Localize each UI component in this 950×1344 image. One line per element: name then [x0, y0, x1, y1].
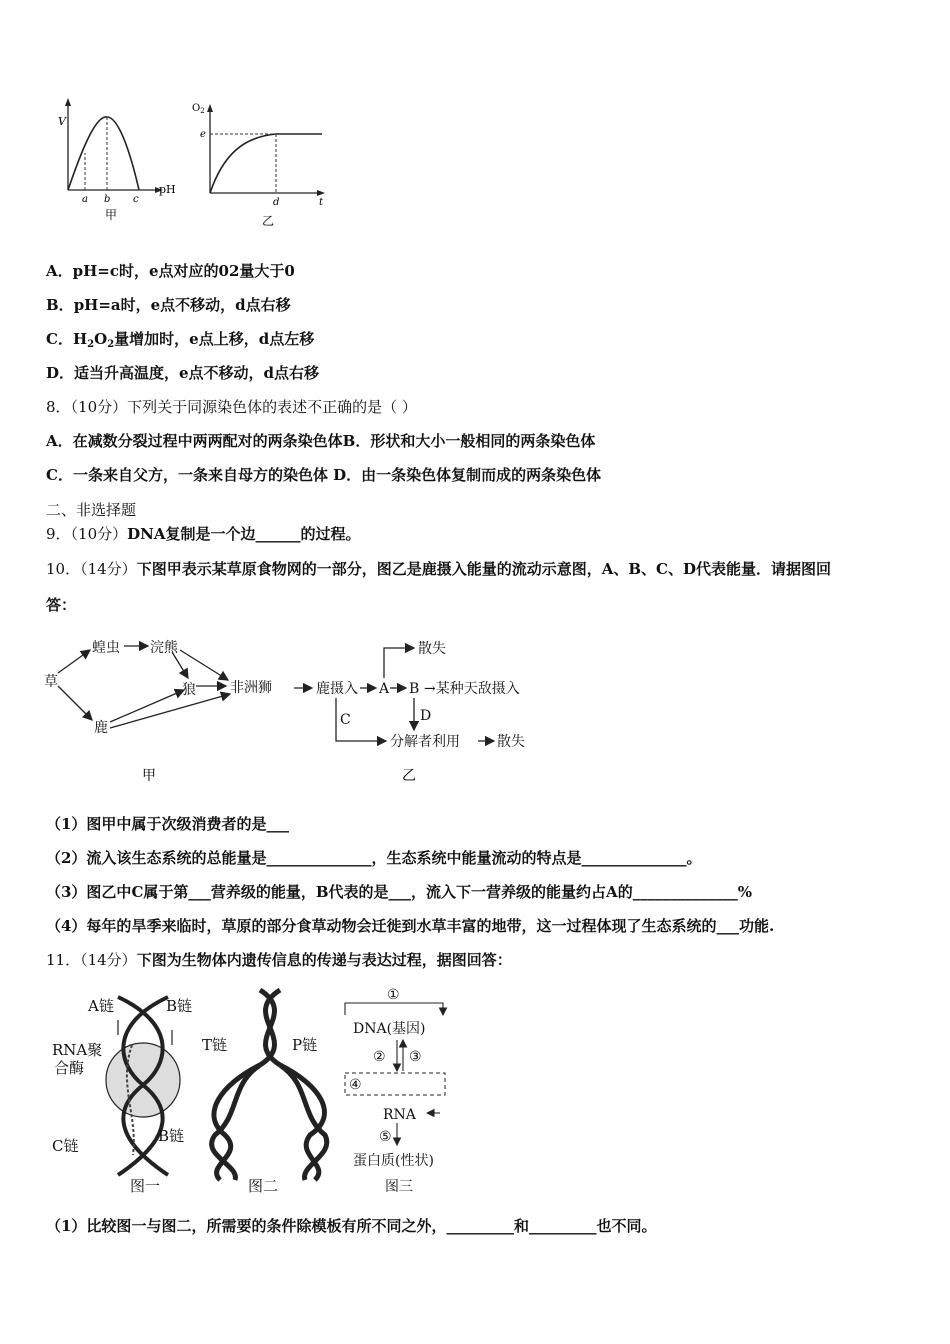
fig1-c-chain: C链 [52, 1137, 79, 1155]
yi-d-label: d [273, 197, 280, 208]
flow-b: B [409, 681, 420, 697]
fig3-protein: 蛋白质(性状) [353, 1153, 434, 1169]
flow-intake: 鹿摄入 [316, 681, 358, 697]
node-locust: 蝗虫 [92, 640, 120, 656]
q11-stem: 11．（14分）下图为生物体内遗传信息的传递与表达过程，据图回答： [46, 951, 512, 969]
node-grass: 草 [44, 674, 58, 690]
node-deer: 鹿 [94, 720, 108, 736]
q8-options-row2: C．一条来自父方，一条来自母方的染色体 D．由一条染色体复制而成的两条染色体 [46, 466, 602, 484]
q10-sub3: （3）图乙中C属于第___营养级的能量，B代表的是___，流入下一营养级的能量约占A的______________% [46, 883, 752, 901]
flow-loss-bottom: 散失 [497, 734, 525, 750]
q10-sub2: （2）流入该生态系统的总能量是______________，生态系统中能量流动的特点是______________。 [46, 849, 702, 867]
fig1-rna-pol-2: 合酶 [54, 1059, 85, 1077]
q8-options-row1: A．在减数分裂过程中两两配对的两条染色体B．形状和大小一般相同的两条染色体 [46, 432, 596, 450]
yi-t-label: t [319, 197, 324, 208]
flow-decomposer: 分解者利用 [390, 734, 460, 750]
fig3-n2: ② [373, 1049, 386, 1065]
fig3-n5: ⑤ [379, 1129, 392, 1145]
transcription-figure [48, 985, 218, 1200]
q11-sub1: （1）比较图一与图二，所需要的条件除模板有所不同之外，_________和_________也不同。 [46, 1217, 657, 1235]
jia-caption: 甲 [105, 208, 118, 222]
fig1-a-chain: A链 [88, 997, 114, 1015]
fig2-p-chain: P链 [292, 1036, 318, 1054]
node-lion: 非洲狮 [230, 680, 272, 696]
q7-option-d: D．适当升高温度，e点不移动，d点右移 [46, 364, 320, 382]
fig1-b-chain-bottom: B链 [158, 1127, 185, 1145]
fig3-n1: ① [387, 987, 400, 1003]
jia-tick-c: c [133, 194, 139, 205]
q10-sub4: （4）每年的旱季来临时，草原的部分食草动物会迁徙到水草丰富的地带，这一过程体现了生态系统的___功能. [46, 917, 775, 935]
yi-y-label: $O_2$ [192, 103, 205, 115]
food-web-figure [40, 628, 290, 788]
q9: 9．（10分）DNA复制是一个边______的过程。 [46, 525, 361, 543]
fig3-dna: DNA(基因) [353, 1021, 426, 1037]
central-dogma-figure [335, 985, 465, 1200]
fig2-t-chain: T链 [202, 1036, 228, 1054]
energy-flow-figure [290, 628, 550, 788]
food-web-caption: 甲 [142, 768, 156, 784]
node-raccoon: 浣熊 [150, 640, 178, 656]
fig3-caption: 图三 [385, 1179, 413, 1195]
q7-option-c: C．$H_2O_2$量增加时，e点上移，d点左移 [46, 330, 315, 350]
flow-d: D [420, 708, 432, 724]
q7-figure-yi [188, 95, 333, 235]
node-wolf: 狼 [182, 682, 196, 698]
fig3-rna: RNA [383, 1107, 416, 1123]
jia-tick-b: b [104, 194, 111, 205]
fig3-n4: ④ [349, 1077, 362, 1093]
q10-stem-cont: 答： [46, 596, 77, 614]
q10-stem: 10．（14分）下图甲表示某草原食物网的一部分，图乙是鹿摄入能量的流动示意图，A、B、C、D代表能量．请据图回 [46, 560, 831, 578]
jia-x-label: pH [159, 183, 176, 196]
jia-y-label: V [58, 115, 66, 128]
fig2-caption: 图二 [248, 1177, 279, 1195]
replication-figure [200, 985, 340, 1200]
yi-caption: 乙 [262, 214, 275, 228]
energy-flow-caption: 乙 [402, 768, 416, 784]
jia-tick-a: a [82, 194, 88, 205]
q10-sub1: （1）图甲中属于次级消费者的是___ [46, 815, 289, 833]
fig1-b-chain-top: B链 [166, 997, 193, 1015]
q7-option-a: A．pH=c时，e点对应的02量大于0 [46, 262, 295, 280]
flow-loss-top: 散失 [418, 641, 446, 657]
yi-e-label: e [200, 129, 206, 140]
section-title: 二、非选择题 [46, 501, 137, 519]
flow-enemy: →某种天敌摄入 [424, 681, 520, 697]
fig3-n3: ③ [409, 1049, 422, 1065]
q7-option-b: B．pH=a时，e点不移动，d点右移 [46, 296, 291, 314]
fig1-caption: 图一 [130, 1177, 161, 1195]
flow-a: A [379, 681, 390, 697]
q7-figure-jia [55, 95, 185, 225]
fig1-rna-pol-1: RNA聚 [52, 1041, 103, 1059]
flow-c: C [340, 712, 351, 728]
q8-stem: 8．（10分）下列关于同源染色体的表述不正确的是（ ） [46, 398, 417, 416]
